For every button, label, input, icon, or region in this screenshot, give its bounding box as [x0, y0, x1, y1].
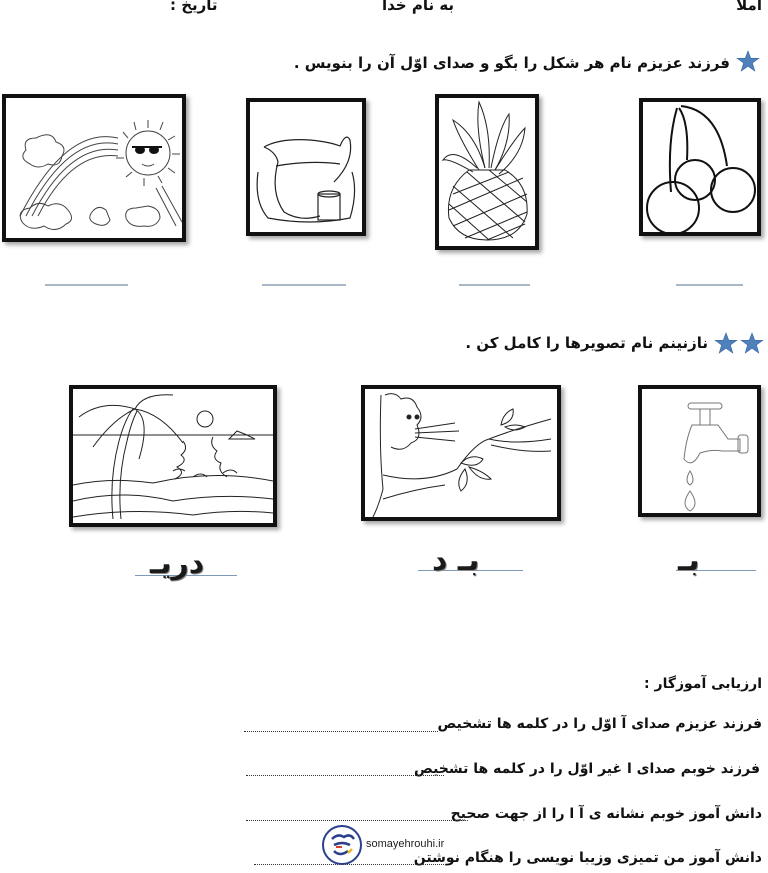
picture-pineapple: [435, 94, 539, 250]
rainbow-sun-illustration: [6, 98, 182, 238]
section1-instruction: [294, 50, 760, 76]
answer-line-pineapple[interactable]: [459, 284, 530, 286]
star-icon: [736, 50, 760, 76]
evaluation-fill-2[interactable]: [246, 775, 444, 776]
evaluation-item-4: دانش آموز من تمیزی وزیبا نویسی را هنگام نوشتن: [413, 850, 762, 866]
beach-palm-illustration: [73, 389, 273, 523]
worksheet-title: املا: [736, 0, 762, 14]
answer-line-pitcher[interactable]: [262, 284, 346, 286]
picture-wind: [361, 385, 561, 521]
section2-instruction-text: نازنینم نام تصویرها را کامل کن .: [465, 334, 708, 352]
answer-line-cherries[interactable]: [676, 284, 743, 286]
evaluation-fill-3[interactable]: [246, 820, 468, 821]
partial-word-wind: بـ د: [432, 543, 480, 578]
evaluation-fill-1[interactable]: [244, 731, 438, 732]
picture-rainbow: [2, 94, 186, 242]
evaluation-title: ارزیابی آموزگار :: [644, 676, 762, 692]
picture-faucet: [638, 385, 761, 517]
evaluation-item-1: فرزند عزیزم صدای آ اوّل را در کلمه ها تشخیص: [437, 716, 762, 732]
section2-instruction: [465, 332, 764, 354]
star-icon: [714, 332, 764, 354]
site-logo: [322, 825, 362, 865]
picture-cherries: [639, 98, 761, 236]
pineapple-illustration: [439, 98, 535, 246]
picture-pitcher: [246, 98, 366, 236]
cherries-illustration: [643, 102, 757, 232]
faucet-illustration: [642, 389, 757, 513]
bismillah-heading: به نام خدا: [382, 0, 455, 14]
evaluation-item-2: فرزند خوبم صدای ا غیر اوّل را در کلمه ها تشخیص: [413, 761, 760, 777]
partial-word-sea: دریـ: [150, 546, 205, 581]
section1-instruction-text: فرزند عزیزم نام هر شکل را بگو و صدای اوّل آن را بنویس .: [293, 54, 730, 72]
date-label: تاریخ :: [170, 0, 218, 14]
picture-sea: [69, 385, 277, 527]
evaluation-item-3: دانش آموز خوبم نشانه ی آ ا را از جهت صحیح: [450, 806, 762, 822]
logo-icon: [324, 827, 360, 863]
partial-word-faucet: بـ: [678, 543, 700, 578]
answer-line-rainbow[interactable]: [45, 284, 128, 286]
wind-branch-illustration: [365, 389, 557, 517]
pitcher-glass-illustration: [250, 102, 362, 232]
site-url: somayehrouhi.ir: [366, 838, 445, 850]
